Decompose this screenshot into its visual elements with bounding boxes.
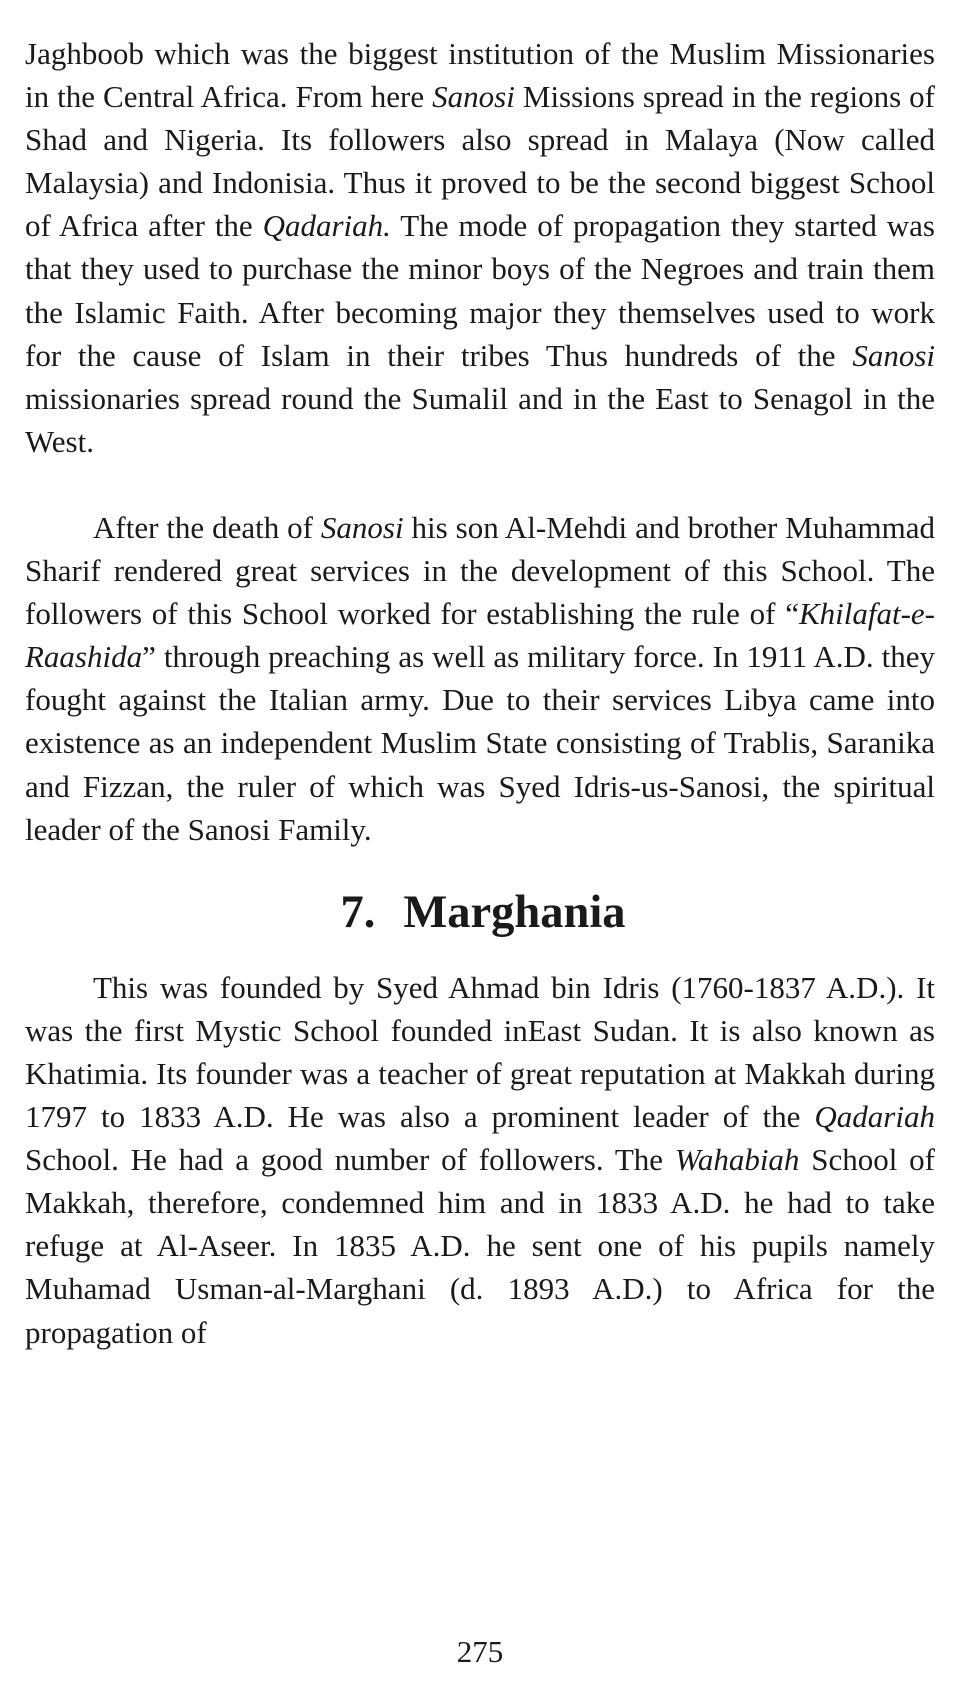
paragraph-after-sanosi: After the death of Sanosi his son Al-Mehdi and brother Muhammad Sharif rendered great services in the development of this School. The followers of this School worked for establishing the rule of “Khilafat-e-Raashida” through preaching as well as military force. In 1911 A.D. they fought against the Italian army. Due to their services Libya came into existence as an independent Muslim State consisting of Trablis, Saranika and Fizzan, the ruler of which was Syed Idris-us-Sanosi, the spiritual leader of the Sanosi Family. <box>25 509 935 847</box>
paragraph-marghania: This was founded by Syed Ahmad bin Idris (1760-1837 A.D.). It was the first Mystic School founded inEast Sudan. It is also known as Khatimia. Its founder was a teacher of great reputation at Makkah during 1797 to 1833 A.D. He was also a prominent leader of the Qadariah School. He had a good number of followers. The Wahabiah School of Makkah, therefore, condemned him and in 1833 A.D. he had to take refuge at Al-Aseer. In 1835 A.D. he sent one of his pupils namely Muhamad Usman-al-Marghani (d. 1893 A.D.) to Africa for the propagation of <box>25 969 936 1350</box>
paragraph-sanosi-missions: Jaghboob which was the biggest institution of the Muslim Missionaries in the Central Africa. From here Sanosi Missions spread in the regions of Shad and Nigeria. Its followers also spread in Malaya (Now called Malaysia) and Indonisia. Thus it proved to be the second biggest School of Africa after the Qadariah. The mode of propagation they started was that they used to purchase the minor boys of the Negroes and train them the Islamic Faith. After becoming major they themselves used to work for the cause of Islam in their tribes Thus hundreds of the Sanosi missionaries spread round the Sumalil and in the East to Senagol in the West. <box>25 36 935 459</box>
section-heading <box>25 886 935 938</box>
section-number: 7. <box>340 886 376 938</box>
section-title: Marghania <box>403 886 626 938</box>
page-number: 275 <box>456 1634 504 1669</box>
page-body <box>25 32 935 1354</box>
